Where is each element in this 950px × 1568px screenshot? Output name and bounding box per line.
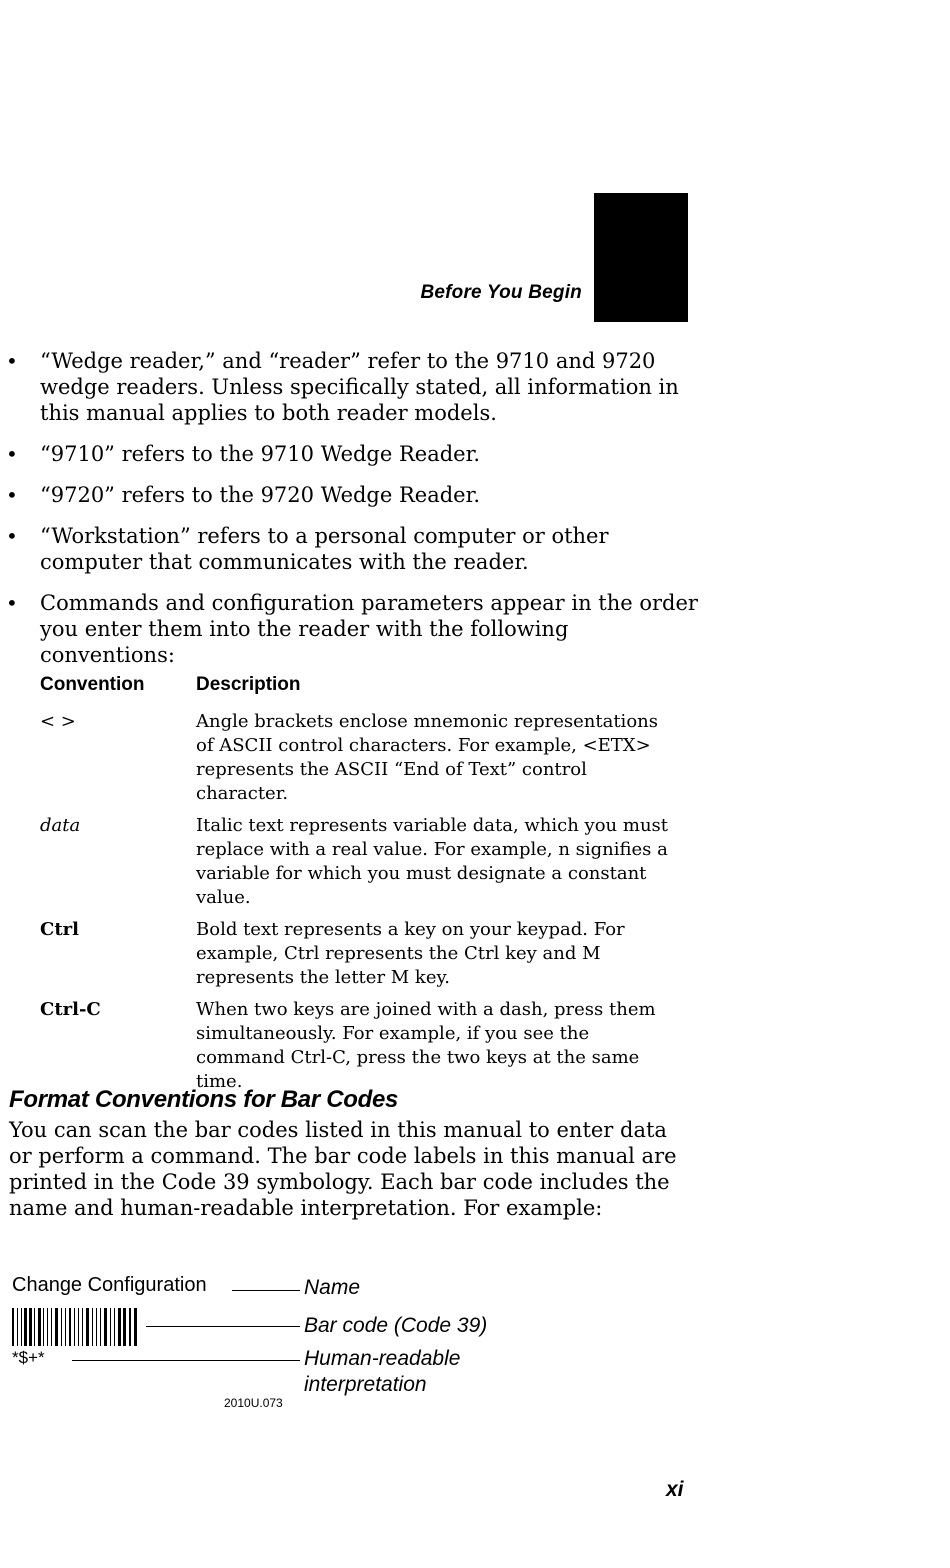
table-row	[40, 918, 680, 990]
barcode-name-label: Change Configuration	[12, 1274, 207, 1296]
table-row	[40, 710, 680, 806]
conventions-table	[40, 710, 680, 1102]
barcode-leader-line	[146, 1326, 300, 1327]
bullet-text: “9710” refers to the 9710 Wedge Reader.	[40, 442, 481, 466]
convention-column-header: Convention	[40, 674, 145, 695]
bullet-dot-icon: •	[6, 349, 18, 373]
convention-description: Bold text represents a key on your keypad. For example, Ctrl represents the Ctrl key and M represents the letter M key.	[196, 919, 625, 988]
human-readable-text: *$+*	[12, 1348, 45, 1367]
callout-hr-line-2: interpretation	[304, 1373, 427, 1396]
callout-human-readable	[304, 1346, 460, 1398]
barcode-icon	[12, 1308, 137, 1346]
section-heading: Format Conventions for Bar Codes	[9, 1086, 399, 1113]
bullet-text: “9720” refers to the 9720 Wedge Reader.	[40, 483, 481, 507]
running-head: Before You Begin	[420, 282, 582, 303]
page-number: xi	[666, 1478, 684, 1501]
human-readable-leader-line	[72, 1360, 300, 1361]
bullet-item	[0, 482, 700, 508]
bullet-item	[0, 523, 700, 575]
bullet-item	[0, 441, 700, 467]
callout-hr-line-1: Human-readable	[304, 1347, 461, 1370]
callout-name: Name	[304, 1276, 361, 1299]
bullet-text: “Workstation” refers to a personal computer or other computer that communicates with the reader.	[40, 524, 609, 574]
convention-term: Ctrl	[40, 919, 79, 940]
table-row	[40, 998, 680, 1094]
bullet-text: Commands and configuration parameters appear in the order you enter them into the reader with the following conventions:	[40, 591, 698, 667]
bullet-list	[0, 348, 700, 683]
table-row	[40, 814, 680, 910]
name-leader-line	[232, 1290, 300, 1291]
callout-barcode: Bar code (Code 39)	[304, 1314, 488, 1337]
bullet-dot-icon: •	[6, 591, 18, 615]
convention-term: < >	[40, 711, 76, 732]
figure-id: 2010U.073	[224, 1396, 283, 1410]
convention-description: When two keys are joined with a dash, press them simultaneously. For example, if you see the command Ctrl-C, press the two keys at the same time.	[196, 999, 656, 1092]
convention-description: Angle brackets enclose mnemonic representations of ASCII control characters. For example, <ETX> represents the ASCII “End of Text” control character.	[196, 711, 658, 804]
bullet-dot-icon: •	[6, 524, 18, 548]
convention-term: data	[40, 815, 81, 836]
description-column-header: Description	[196, 674, 301, 695]
convention-term: Ctrl-C	[40, 999, 101, 1020]
section-body: You can scan the bar codes listed in this manual to enter data or perform a command. The bar code labels in this manual are printed in the Code 39 symbology. Each bar code includes the name and human-readable interpretation. For example:	[9, 1118, 677, 1220]
bullet-text: “Wedge reader,” and “reader” refer to the 9710 and 9720 wedge readers. Unless specifically stated, all information in this manual applies to both reader models.	[40, 349, 679, 425]
bullet-dot-icon: •	[6, 442, 18, 466]
chapter-tab-block	[594, 193, 688, 322]
bullet-item	[0, 590, 700, 668]
bullet-dot-icon: •	[6, 483, 18, 507]
bullet-item	[0, 348, 700, 426]
convention-description: Italic text represents variable data, which you must replace with a real value. For example, n signifies a variable for which you must designate a constant value.	[196, 815, 669, 908]
